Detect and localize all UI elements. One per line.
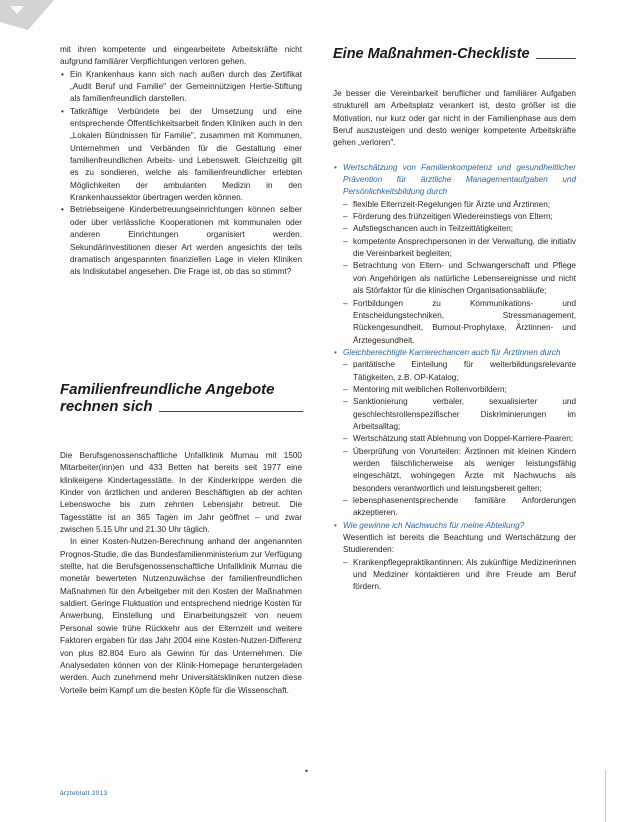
group-items	[343, 557, 576, 594]
list-item: – Fortbildungen zu Kommunikations- und Entscheidungstechniken, Stressmanagement, Rückengesundheit, Burnout-Prophylaxe, Ärztinnen- und Ärztegesundheit.	[343, 298, 576, 347]
list-item: – Mentoring mit weiblichen Rollenvorbildern;	[343, 384, 576, 396]
left-body-text	[60, 450, 302, 697]
group-title: Gleichberechtigte Karrierechancen auch für Ärztinnen durch	[343, 347, 561, 357]
paragraph-2: In einer Kosten-Nutzen-Berechnung anhand der angenannten Prognos-Studie, die das Bundesfamilienministerium zur Verfügung stellte, hat die Berufsgenossenschaftliche Unfallklinik Murnau die monetär bewerteten Nutzenzuwächse der familienfreundlichen Maßnahmen für den Arbeitgeber mit den Kosten der Maßnahmen saldiert. Geringe Fluktuation und entsprechend niedrige Kosten für Anwerbung, Einstellung und Einarbeitungszeit von neuem Personal sowie frühe Rückkehr aus der Elternzeit und weitere Faktoren ergaben für das Jahr 2004 eine Kosten-Nutzen-Differenz von plus 82.804 Euro als Gewinn für das Unternehmen. Die Analysedaten können von der Klinik-Homepage heruntergeladen werden. Auch zunehmend mehr Universitätskliniken nutzen diese Vorteile beim Kampf um die besten Köpfe für die Wissenschaft.	[60, 537, 302, 695]
list-item: – Förderung des frühzeitigen Wiedereinstiegs von Eltern;	[343, 211, 576, 223]
paragraph-1: Die Berufsgenossenschaftliche Unfallklinik Murnau mit 1500 Mitarbeiter(inn)en und 433 Betten hat bereits seit 1977 eine klinikeigene Kindertagesstätte. In der Kinderkrippe werden die Kinder von ärztlichen und anderen Beschäftigten ab der achten Lebenswoche bis zum zehnten Lebensjahr betreut. Die Tagesstätte ist an 365 Tagen im Jahr geöffnet – und zwar zwischen 5.15 Uhr und 21.30 Uhr täglich.	[60, 451, 302, 535]
heading-rule	[536, 58, 576, 59]
page-edge-line	[605, 770, 620, 822]
list-item: – Sanktionierung verbaler, sexualisierter und geschlechtsrollenspezifischer Diskriminierungen im Arbeitsalltag;	[343, 396, 576, 433]
list-item: – kompetente Ansprechpersonen in der Verwaltung, die initiativ die Vereinbarkeit begleiten;	[343, 236, 576, 261]
left-bullet-list	[60, 69, 302, 279]
checklist-group	[333, 162, 576, 347]
group-title: Wertschätzung von Familienkompetenz und gesundheitlicher Prävention für ärztliche Managementaufgaben und Persönlichkeitsbildung durch	[343, 162, 576, 197]
checklist-group	[333, 520, 576, 594]
heading-rule	[159, 411, 303, 412]
checklist-intro: Je besser die Vereinbarkeit beruflicher und familiärer Aufgaben strukturell am Arbeitsplatz verankert ist, desto größer ist die Motivation, nur kurz oder gar nicht in der Familienphase aus dem Beruf auszusteigen und desto weniger kompetente Arbeitskräfte gehen „verloren".	[333, 89, 576, 148]
footer-label: ärzteblatt 2013	[60, 790, 108, 797]
group-items	[343, 199, 576, 347]
group-title: Wie gewinne ich Nachwuchs für meine Abteilung?	[343, 520, 525, 530]
checklist-groups	[333, 162, 576, 594]
corner-decoration	[0, 0, 54, 30]
list-item: – Krankenpflegepraktikantinnen: Als zukünftige Medizinerinnen und Mediziner kontaktieren und ihre Freude am Beruf fördern.	[343, 557, 576, 594]
list-item: • Ein Krankenhaus kann sich nach außen durch das Zertifikat „Audit Beruf und Familie" der Gemeinnützigen Hertie-Stiftung als familienfreundlich darstellen.	[60, 69, 302, 106]
list-item: – Wertschätzung statt Ablehnung von Doppel-Karriere-Paaren;	[343, 433, 576, 445]
group-text: Wesentlich ist bereits die Beachtung und Wertschätzung der Studierenden:	[343, 533, 576, 555]
list-item: – flexible Elternzeit-Regelungen für Ärzte und Ärztinnen;	[343, 199, 576, 211]
left-intro-text: mit ihren kompetente und eingearbeitete Arbeitskräfte nicht aufgrund familiärer Verpflichtungen verloren gehen.	[60, 45, 302, 67]
checklist-heading-text: Eine Maßnahmen-Checkliste	[333, 46, 530, 62]
section-heading-checklist	[333, 46, 576, 63]
list-item: – Überprüfung von Vorurteilen: Ärztinnen mit kleinen Kindern werden fälschlicherweise als weniger leistungsfähig eingeschätzt, wohingegen Ärzte mit Nachwuchs als besonders verantwortlich und leistungsbereit gelten;	[343, 446, 576, 495]
left-column	[60, 44, 302, 279]
list-item: – paritätische Einteilung für weiterbildungsrelevante Tätigkeiten, z.B. OP-Katalog;	[343, 359, 576, 384]
list-item: – Betrachtung von Eltern- und Schwangerschaft und Pflege von Angehörigen als natürliche Lebensereignisse und nicht als Störfaktor für die klinischen Organisationsabläufe;	[343, 260, 576, 297]
section-heading-family-offers	[60, 381, 303, 416]
right-column	[333, 88, 576, 594]
list-item: • Betriebseigene Kinderbetreuungseinrichtungen können selber oder über verlässliche Kooperationen mit kommunalen oder anderen Einrichtungen organisiert werden. Sekundärinvestitionen dieser Art werden angesichts der teils dramatisch angespannten finanziellen Lage in vielen Kliniken als Indiskutabel angesehen. Die Frage ist, ob das so stimmt?	[60, 204, 302, 278]
list-item: – Aufstiegschancen auch in Teilzeittätigkeiten;	[343, 223, 576, 235]
page-dot: •	[305, 766, 309, 776]
group-items	[343, 359, 576, 519]
heading-line-2: rechnen sich	[60, 398, 153, 416]
list-item: – lebensphasenentsprechende familiäre Anforderungen akzeptieren.	[343, 495, 576, 520]
heading-line-1: Familienfreundliche Angebote	[60, 381, 275, 398]
list-item: • Tatkräftige Verbündete bei der Umsetzung und eine entsprechende Öffentlichkeitsarbeit finden Kliniken auch in den „Lokalen Bündnissen für Familie", zusammen mit Kommunen, Unternehmen und Verbänden für die Gestaltung einer familienfreundlichen Arbeits- und Lebenswelt. Gleichzeitig gilt es zu sondieren, welche als familienfreundlicher erlebten Möglichkeiten der ambulanten Medizin in den Krankenhaussektor übertragen werden können.	[60, 106, 302, 205]
checklist-group	[333, 347, 576, 520]
